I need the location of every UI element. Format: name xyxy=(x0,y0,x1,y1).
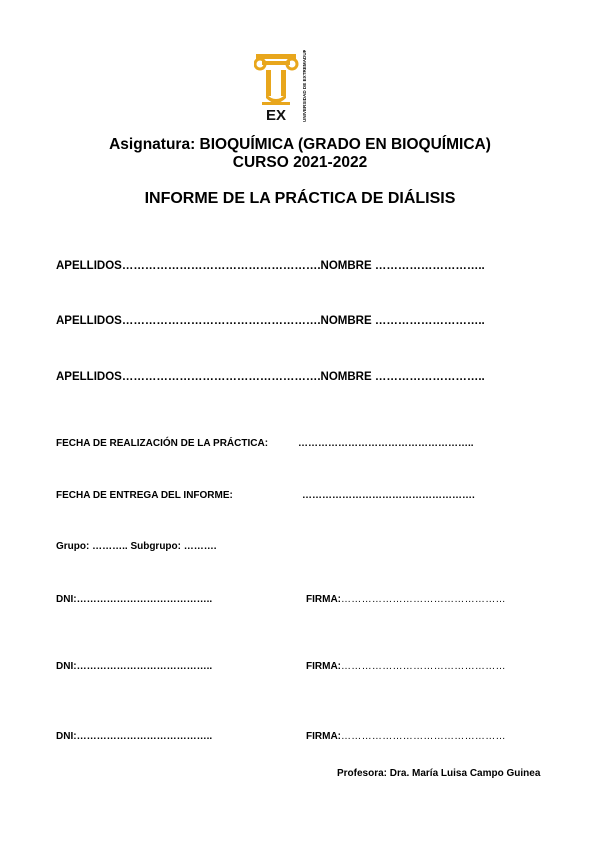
subject-title: Asignatura: BIOQUÍMICA (GRADO EN BIOQUÍMICA) xyxy=(109,136,491,153)
dni-label: DNI: xyxy=(56,731,77,742)
name-dots[interactable]: ……………………….. xyxy=(371,315,485,327)
name-label: NOMBRE xyxy=(320,315,372,327)
firma-label: FIRMA: xyxy=(306,594,341,605)
name-dots[interactable]: ……………………….. xyxy=(371,371,485,383)
university-logo xyxy=(254,50,310,126)
logo-vertical-text: UNIVERSIDAD DE EXTREMADURA xyxy=(302,50,307,122)
dni-label: DNI: xyxy=(56,594,77,605)
delivery-date-row xyxy=(56,490,233,501)
dni-field[interactable] xyxy=(56,661,212,672)
course-year: CURSO 2021-2022 xyxy=(232,154,368,171)
firma-field[interactable] xyxy=(306,594,506,605)
surname-dots[interactable]: ……………………………………………. xyxy=(121,260,321,272)
name-dots[interactable]: ……………………….. xyxy=(371,260,485,272)
dni-label: DNI: xyxy=(56,661,77,672)
dni-field[interactable] xyxy=(56,731,212,742)
student-row xyxy=(56,315,485,327)
professor-name: Profesora: Dra. María Luisa Campo Guinea xyxy=(337,768,541,779)
surname-label: APELLIDOS xyxy=(56,315,122,327)
student-row xyxy=(56,260,485,272)
firma-label: FIRMA: xyxy=(306,661,341,672)
delivery-date-dots[interactable]: ……………………………………………. xyxy=(302,490,475,501)
surname-dots[interactable]: ……………………………………………. xyxy=(121,315,321,327)
practice-date-dots[interactable]: …………………………………………….. xyxy=(298,438,474,449)
firma-field[interactable] xyxy=(306,661,506,672)
report-title: INFORME DE LA PRÁCTICA DE DIÁLISIS xyxy=(144,190,456,207)
firma-dots[interactable]: ………………………………………… xyxy=(341,594,506,605)
delivery-date-label: FECHA DE ENTREGA DEL INFORME: xyxy=(56,490,233,501)
dni-field[interactable] xyxy=(56,594,212,605)
student-row xyxy=(56,371,485,383)
practice-date-row xyxy=(56,438,268,449)
firma-dots[interactable]: ………………………………………… xyxy=(341,731,506,742)
name-label: NOMBRE xyxy=(320,371,372,383)
surname-dots[interactable]: ……………………………………………. xyxy=(121,371,321,383)
dni-dots[interactable]: ………………………………….. xyxy=(76,594,213,605)
group-subgroup[interactable]: Grupo: ……….. Subgrupo: ………. xyxy=(56,541,217,552)
surname-label: APELLIDOS xyxy=(56,260,122,272)
firma-field[interactable] xyxy=(306,731,506,742)
dni-dots[interactable]: ………………………………….. xyxy=(76,661,213,672)
logo-ex-letters: EX xyxy=(265,107,287,124)
practice-date-label: FECHA DE REALIZACIÓN DE LA PRÁCTICA: xyxy=(56,438,269,449)
firma-label: FIRMA: xyxy=(306,731,341,742)
name-label: NOMBRE xyxy=(320,260,372,272)
surname-label: APELLIDOS xyxy=(56,371,122,383)
uex-logo-graphic xyxy=(254,50,310,126)
firma-dots[interactable]: ………………………………………… xyxy=(341,661,506,672)
dni-dots[interactable]: ………………………………….. xyxy=(76,731,213,742)
